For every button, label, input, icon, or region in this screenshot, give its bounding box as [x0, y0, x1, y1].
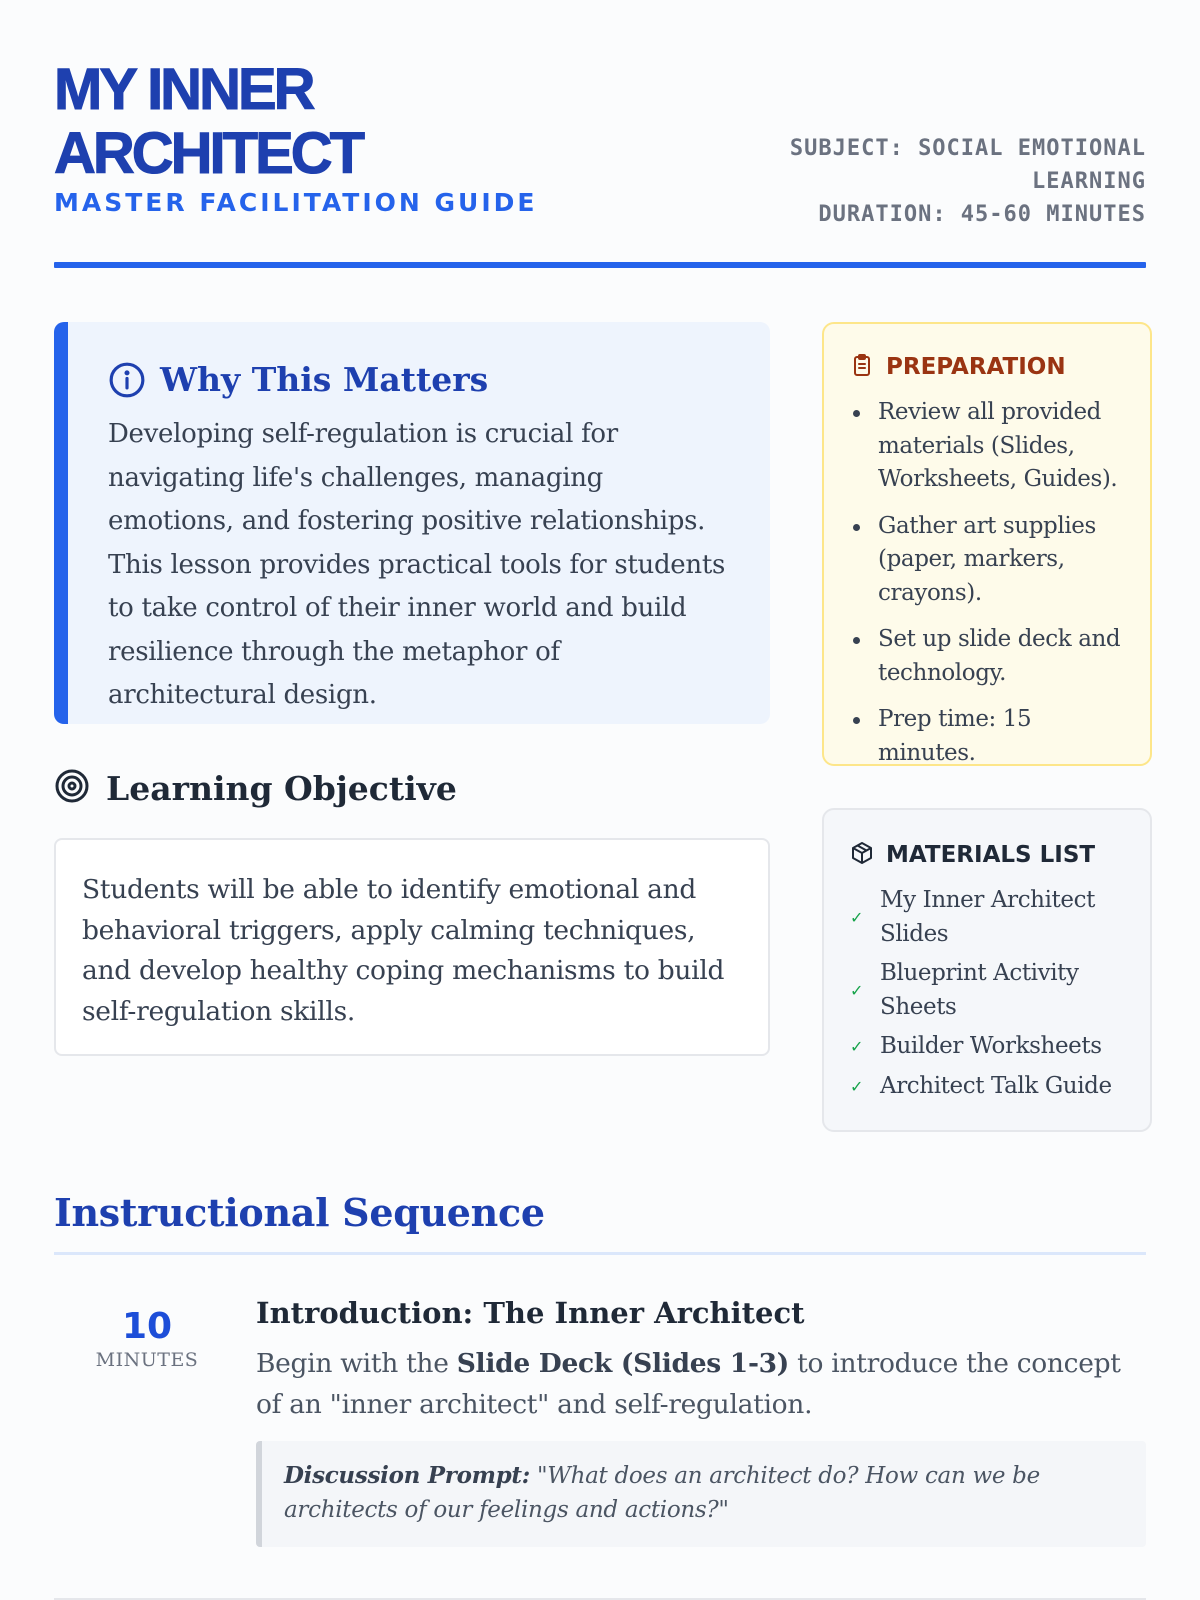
duration-label: DURATION: 45-60 MINUTES	[818, 202, 1146, 227]
list-item	[850, 1070, 1130, 1104]
check-icon: ✓	[850, 1037, 864, 1056]
title-line-1: MY INNER	[54, 57, 313, 122]
discussion-prompt	[256, 1441, 1146, 1547]
list-item: Prep time: 15 minutes.	[850, 703, 1130, 770]
subject-label: SUBJECT: SOCIAL EMOTIONAL LEARNING	[789, 136, 1146, 194]
objective-title: Learning Objective	[106, 768, 457, 808]
list-item	[850, 884, 1130, 951]
step-text-end: to introduce the concept of an "inner architect" and self-regulation.	[256, 1348, 1121, 1420]
check-icon: ✓	[850, 980, 864, 1000]
objective-card	[54, 838, 770, 1056]
step-body	[256, 1296, 1146, 1547]
why-text: Developing self-regulation is crucial for navigating life's challenges, managing emotions, and fostering positive relationships. This lesson provides practical tools for students to take control of their inner world and build resilience through the metaphor of architectural design.	[108, 419, 726, 710]
sequence-title: Instructional Sequence	[54, 1190, 545, 1235]
prompt-label: Discussion Prompt:	[284, 1462, 530, 1489]
objective-text: Students will be able to identify emotional and behavioral triggers, apply calming techniques, and develop healthy coping mechanisms to build self-regulation skills.	[82, 874, 725, 1027]
step-unit: MINUTES	[95, 1349, 199, 1371]
why-heading	[108, 360, 734, 399]
material-label: Architect Talk Guide	[880, 1072, 1112, 1099]
title-line-2: ARCHITECT	[54, 121, 363, 186]
step-minutes: 10	[121, 1306, 173, 1347]
preparation-card	[822, 322, 1152, 766]
materials-heading	[850, 840, 1130, 870]
box-icon	[850, 840, 874, 870]
header-divider	[54, 262, 1146, 268]
materials-list	[850, 884, 1130, 1103]
step-text-start: Begin with the	[256, 1348, 457, 1379]
preparation-heading	[850, 352, 1130, 382]
material-label: Blueprint Activity Sheets	[880, 960, 1079, 1020]
materials-card	[822, 808, 1152, 1132]
list-item: Gather art supplies (paper, markers, crayons).	[850, 510, 1130, 611]
list-item	[850, 1030, 1130, 1064]
why-this-matters-card	[54, 322, 770, 724]
target-icon	[54, 768, 90, 808]
list-item: Set up slide deck and technology.	[850, 623, 1130, 690]
sequence-divider	[54, 1252, 1146, 1255]
list-item	[850, 957, 1130, 1024]
objective-heading	[54, 768, 457, 808]
list-item: Review all provided materials (Slides, Worksheets, Guides).	[850, 396, 1130, 497]
prompt-text: "What does an architect do? How can we be architects of our feelings and actions?"	[284, 1463, 1040, 1523]
page-header	[54, 58, 1146, 268]
why-title: Why This Matters	[160, 360, 489, 399]
material-label: Builder Worksheets	[880, 1033, 1102, 1059]
material-label: My Inner Architect Slides	[880, 887, 1095, 947]
clipboard-icon	[850, 352, 874, 382]
step-text-bold: Slide Deck (Slides 1-3)	[456, 1348, 790, 1379]
step-time	[80, 1306, 214, 1371]
step-text	[256, 1344, 1146, 1425]
step-title: Introduction: The Inner Architect	[256, 1296, 805, 1330]
check-icon: ✓	[850, 907, 864, 927]
preparation-title: PREPARATION	[886, 354, 1066, 380]
preparation-list	[850, 396, 1130, 770]
check-icon: ✓	[850, 1076, 864, 1096]
lesson-meta	[716, 132, 1146, 231]
page-subtitle: MASTER FACILITATION GUIDE	[54, 188, 538, 217]
info-icon	[108, 361, 146, 399]
materials-title: MATERIALS LIST	[886, 842, 1096, 868]
